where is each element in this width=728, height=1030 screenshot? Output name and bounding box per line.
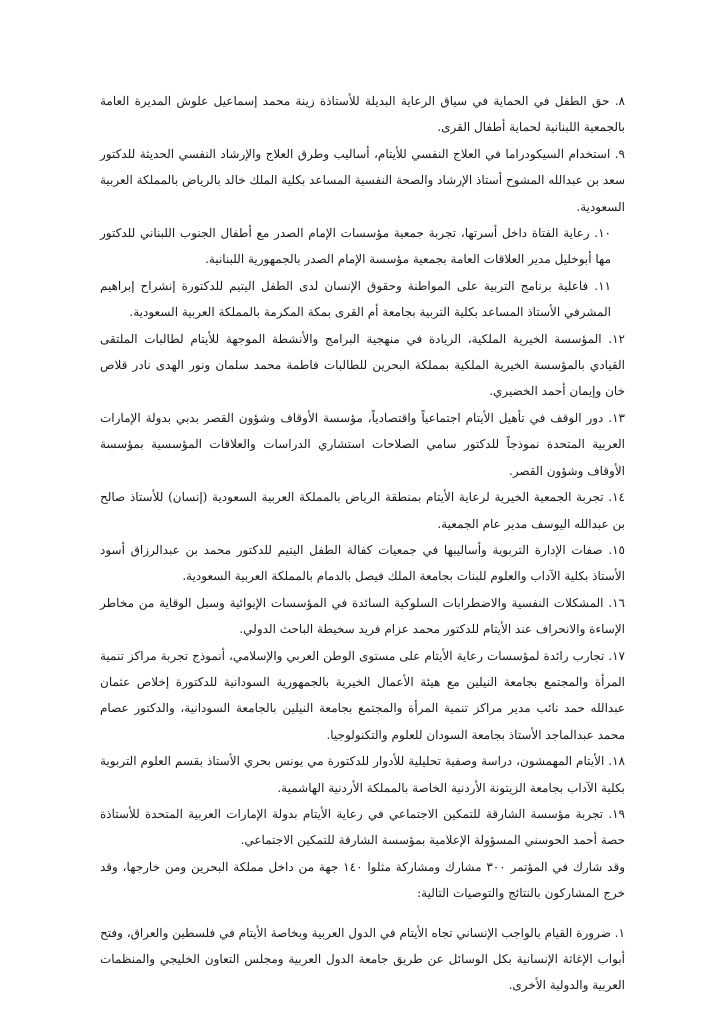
paragraph-item-14: ١٤. تجربة الجمعية الخيرية لرعاية الأيتام بمنطقة الرياض بالمملكة العربية السعودية (إنسان) للأستاذ صالح بن عبدالله اليوسف مدير عام الجمعية.	[100, 490, 625, 531]
section-gap	[100, 907, 625, 920]
paragraph-item-9: ٩. استخدام السيكودراما في العلاج النفسي للأيتام، أساليب وطرق العلاج والإرشاد النفسي الحديثة للدكتور سعد بن عبدالله المشوح أستاذ الإرشاد والصحة النفسية المساعد بكلية الملك خالد بالرياض بالمملكة العربية السعودية.	[100, 146, 625, 214]
recommendation-item-1: ١. ضرورة القيام بالواجب الإنساني تجاه الأيتام في الدول العربية وبخاصة الأيتام في فلسطين والعراق، وفتح أبواب الإغاثة الإنسانية بكل الوسائل عن طريق جامعة الدول العربية ومجلس التعاون الخليجي والمنظمات العربية والدولية الأخرى.	[100, 925, 625, 993]
paragraph-item-8: ٨. حق الطفل في الحماية في سياق الرعاية البديلة للأستاذة زينة محمد إسماعيل علوش المديرة العامة بالجمعية اللبنانية لحماية أطفال القرى.	[100, 94, 625, 135]
paragraph-item-18: ١٨. الأيتام المهمشون، دراسة وصفية تحليلية للأدوار للدكتورة مي يونس بحري الأستاذ بقسم العلوم التربوية بكلية الآداب بجامعة الزيتونة الأردنية الخاصة بالمملكة الأردنية الهاشمية.	[100, 754, 625, 795]
paragraph-item-11: ١١. فاعلية برنامج التربية على المواطنة وحقوق الإنسان لدى الطفل اليتيم للدكتورة إنشراح إبراهيم المشرفي الأستاذ المساعد بكلية التربية بجامعة أم القرى بمكة المكرمة بالمملكة العربية السعودية.	[100, 278, 611, 320]
paragraph-item-10: ١٠. رعاية الفتاة داخل أسرتها، تجربة جمعية مؤسسات الإمام الصدر مع أطفال الجنوب اللبناني للدكتور مها أبوخليل مدير العلاقات العامة بجمعية مؤسسة الإمام الصدر بالجمهورية اللبنانية.	[100, 226, 611, 267]
paragraph-item-15: ١٥. صفات الإدارة التربوية وأساليبها في جمعيات كفالة الطفل اليتيم للدكتور محمد بن عبدالرزاق أسود الأستاذ بكلية الآداب والعلوم للبنات بجامعة الملك فيصل بالدمام بالمملكة العربية السعودية.	[100, 542, 625, 584]
conference-summary-paragraph: وقد شارك في المؤتمر ٣٠٠ مشارك ومشاركة مثلوا ١٤٠ جهة من داخل مملكة البحرين ومن خارجها، وقد خرج المشاركون بالنتائج والتوصيات التالية:	[100, 859, 626, 901]
paragraph-item-13: ١٣. دور الوقف في تأهيل الأيتام اجتماعياً واقتصادياً، مؤسسة الأوقاف وشؤون القصر بدبي بدولة الإمارات العربية المتحدة نموذجاً للدكتور سامي الصلاحات استشاري الدراسات والعلاقات المؤسسية بمؤسسة الأوقاف وشؤون القصر.	[100, 410, 625, 478]
paragraph-item-17: ١٧. تجارب رائدة لمؤسسات رعاية الأيتام على مستوى الوطن العربي والإسلامي، أنموذج تجربة مراكز تنمية المرأة والمجتمع بجامعة النيلين مع هيئة الأعمال الخيرية بالجمهورية السودانية للدكتورة إخلاص عثمان عبدالله حمد نائب مدير مراكز تنمية المرأة والمجتمع بجامعة النيلين بالجامعة السودانية، والدكتور عصام محمد عبدالماجد الأستاذ بجامعة السودان للعلوم والتكنولوجيا.	[100, 648, 625, 742]
paragraph-item-12: ١٢. المؤسسة الخيرية الملكية، الريادة في منهجية البرامج والأنشطة الموجهة للأيتام لطالبات الملتقى القيادي بالمؤسسة الخيرية الملكية بمملكة البحرين للطالبات فاطمة محمد سلمان ونور الهدى نادر قلاص خان وإيمان أحمد الخضيري.	[100, 331, 626, 399]
paragraph-item-16: ١٦. المشكلات النفسية والاضطرابات السلوكية السائدة في المؤسسات الإيوائية وسبل الوقاية من مخاطر الإساءة والانحراف عند الأيتام للدكتور محمد عزام فريد سخيطة الباحث الدولي.	[100, 595, 625, 637]
document-page	[100, 88, 625, 999]
paragraph-item-19: ١٩. تجربة مؤسسة الشارقة للتمكين الاجتماعي في رعاية الأيتام بدولة الإمارات العربية المتحدة للأستاذة حصة أحمد الحوسني المسؤولة الإعلامية بمؤسسة الشارقة للتمكين الاجتماعي.	[100, 806, 625, 848]
